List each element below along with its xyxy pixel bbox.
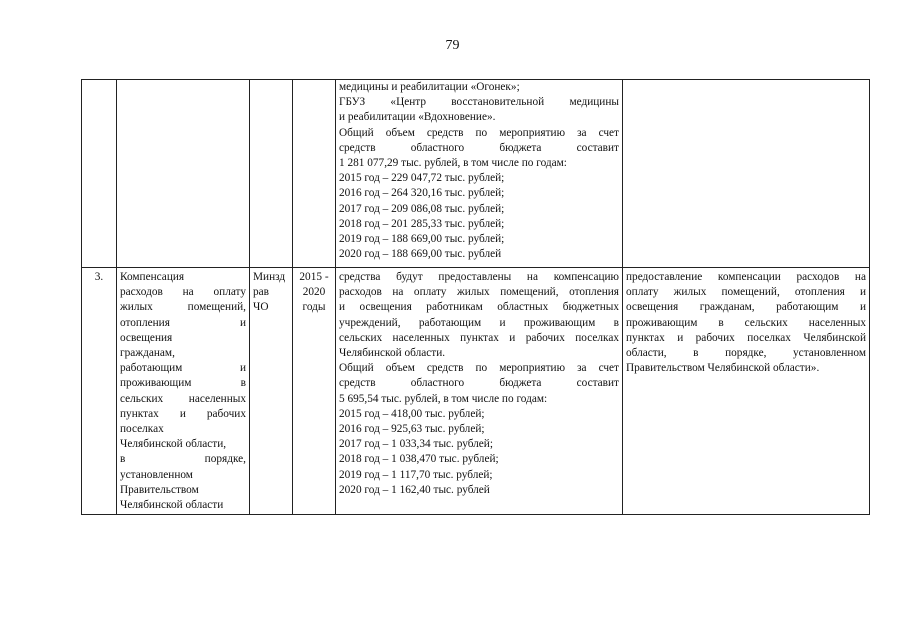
text-line: области, в порядке, установленном	[626, 347, 866, 360]
text-line: 2019 год – 1 117,70 тыс. рублей;	[339, 468, 493, 481]
text-line: Общий объем средств по мероприятию за счет	[339, 362, 619, 375]
text-line: работающим и	[120, 362, 246, 375]
text-line: пунктах и рабочих поселках Челябинской	[626, 331, 866, 344]
page-number: 79	[445, 38, 460, 53]
text-line: годы	[302, 301, 326, 314]
text-line: расходов на оплату	[120, 286, 246, 299]
text-line: 2019 год – 188 669,00 тыс. рублей;	[339, 233, 505, 246]
cell-executor	[250, 268, 293, 515]
text-line: 2020 год – 188 669,00 тыс. рублей	[339, 248, 502, 261]
text-line: проживающим в сельских населенных	[626, 316, 866, 329]
text-line: 2016 год – 925,63 тыс. рублей;	[339, 423, 485, 436]
text-line: 2016 год – 264 320,16 тыс. рублей;	[339, 187, 505, 200]
text-line: 2017 год – 209 086,08 тыс. рублей;	[339, 202, 505, 215]
cell-number: 3.	[82, 268, 117, 515]
text-line: учреждений, работающим и проживающим в	[339, 316, 619, 329]
text-line: сельских населенных	[120, 392, 246, 405]
text-line: 2020	[302, 286, 326, 299]
text-line: в порядке,	[120, 453, 246, 466]
text-line: 2017 год – 1 033,34 тыс. рублей;	[339, 438, 493, 451]
text-line: средств областного бюджета составит	[339, 141, 619, 154]
text-line: ЧО	[253, 301, 269, 314]
table-row-continuation	[82, 80, 870, 268]
text-line: 5 695,54 тыс. рублей, в том числе по годам:	[339, 392, 548, 405]
text-line: средства будут предоставлены на компенсацию	[339, 271, 619, 283]
text-line: жилых помещений,	[120, 301, 246, 314]
text-line: Правительством Челябинской области».	[626, 362, 820, 375]
text-line: 2018 год – 1 038,470 тыс. рублей;	[339, 453, 499, 466]
text-line: сельских населенных пунктах и рабочих поселках	[339, 331, 619, 344]
cell-number	[82, 80, 117, 268]
text-line: 2015 год – 229 047,72 тыс. рублей;	[339, 172, 505, 185]
text-line: Общий объем средств по мероприятию за счет	[339, 126, 619, 139]
text-line: освещения гражданам, работающим и	[626, 301, 866, 314]
text-line: Правительством	[120, 483, 199, 496]
cell-executor	[250, 80, 293, 268]
text-line: проживающим в	[120, 377, 246, 390]
text-line: и освещения работникам областных бюджетных	[339, 301, 619, 314]
cell-result	[623, 80, 870, 268]
text-line: Минзд	[253, 271, 286, 283]
text-line: 2018 год – 201 285,33 тыс. рублей;	[339, 217, 505, 230]
text-line: Челябинской области,	[120, 438, 227, 451]
text-line: средств областного бюджета составит	[339, 377, 619, 390]
table-row-3	[82, 268, 870, 515]
text-line: 2020 год – 1 162,40 тыс. рублей	[339, 483, 490, 496]
text-line: и реабилитации «Вдохновение».	[339, 111, 496, 124]
text-line: освещения	[120, 331, 173, 344]
cell-description	[336, 80, 623, 268]
text-line: рав	[253, 286, 269, 299]
cell-name	[117, 268, 250, 515]
text-line: предоставление компенсации расходов на	[626, 271, 866, 283]
text-line: 2015 -	[299, 271, 329, 283]
text-line: Челябинской области.	[339, 347, 446, 360]
cell-period	[293, 268, 336, 515]
text-line: оплату жилых помещений, отопления и	[626, 286, 866, 299]
cell-result	[623, 268, 870, 515]
text-line: гражданам,	[120, 347, 175, 360]
text-line: Челябинской области	[120, 499, 224, 512]
text-line: Компенсация	[120, 271, 185, 283]
text-line: 1 281 077,29 тыс. рублей, в том числе по годам:	[339, 157, 567, 170]
cell-period	[293, 80, 336, 268]
cell-description	[336, 268, 623, 515]
text-line: поселках	[120, 423, 164, 436]
text-line: ГБУЗ «Центр восстановительной медицины	[339, 96, 619, 109]
text-line: отопления и	[120, 316, 246, 329]
cell-name	[117, 80, 250, 268]
text-line: медицины и реабилитации «Огонек»;	[339, 81, 520, 93]
text-line: расходов на оплату жилых помещений, отопления	[339, 286, 619, 299]
text-line: 2015 год – 418,00 тыс. рублей;	[339, 407, 485, 420]
text-line: пунктах и рабочих	[120, 407, 246, 420]
measures-table	[81, 79, 870, 515]
text-line: установленном	[120, 468, 193, 481]
